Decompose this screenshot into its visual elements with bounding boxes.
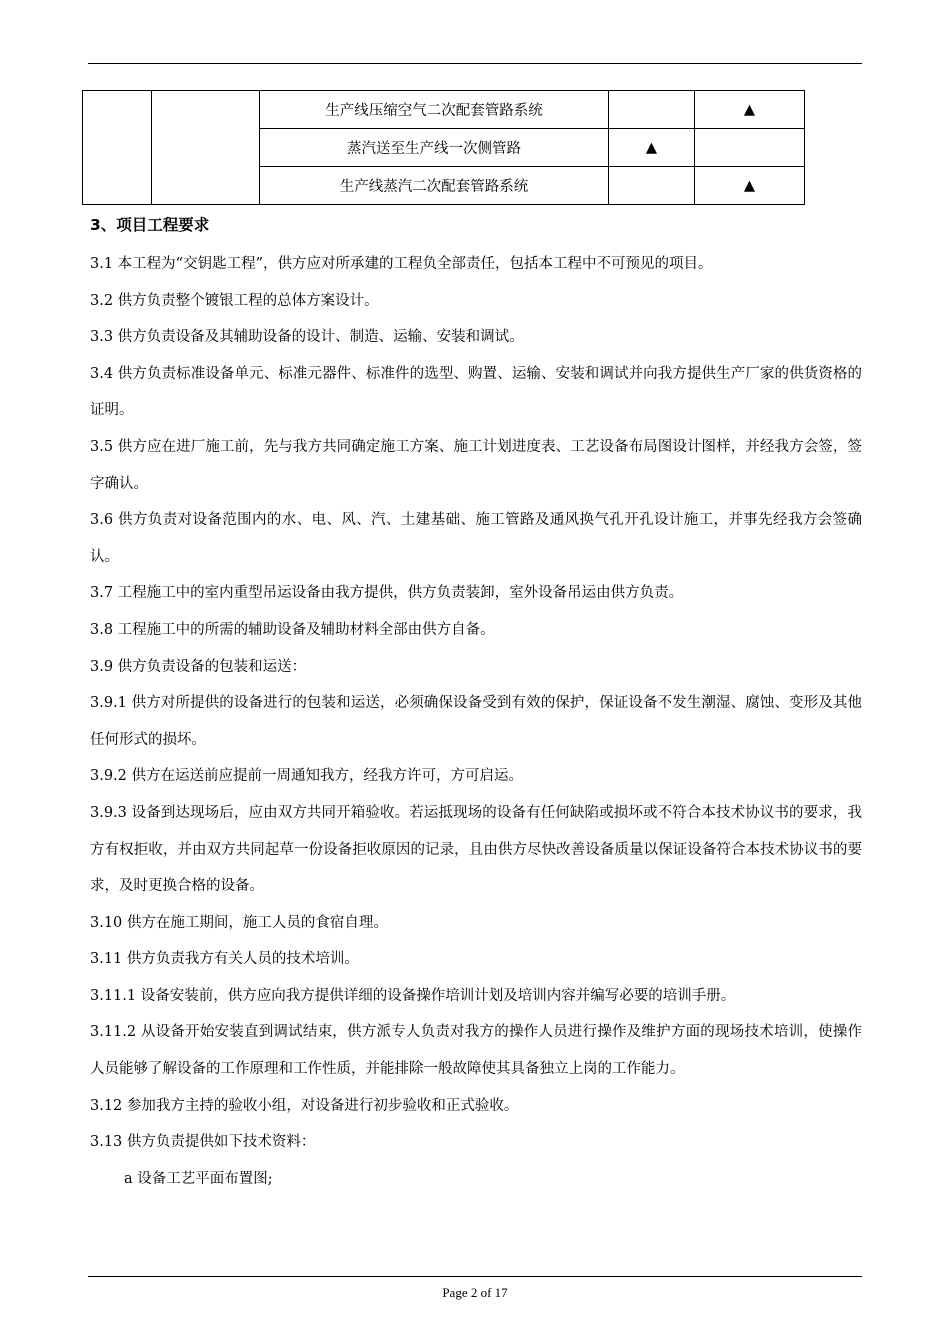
list-item-a: a 设备工艺平面布置图;: [124, 1170, 273, 1187]
table-row: [83, 91, 805, 129]
requirements-body: [90, 246, 862, 1197]
clause-3-11: 3.11 供方负责我方有关人员的技术培训。: [90, 951, 359, 968]
footer-rule: [88, 1276, 862, 1277]
table-item-cell: 生产线蒸汽二次配套管路系统: [260, 167, 609, 205]
table-item-cell: 蒸汽送至生产线一次侧管路: [260, 129, 609, 167]
clause-3-5: 3.5 供方应在进厂施工前，先与我方共同确定施工方案、施工计划进度表、工艺设备布局图设计图样，并经我方会签，签字确认。: [90, 438, 862, 492]
scope-mark-a: [609, 167, 695, 205]
header-rule: [88, 63, 862, 64]
section-heading: 3、项目工程要求: [90, 216, 210, 234]
clause-3-7: 3.7 工程施工中的室内重型吊运设备由我方提供，供方负责装卸，室外设备吊运由供方负责。: [90, 585, 684, 602]
clause-3-3: 3.3 供方负责设备及其辅助设备的设计、制造、运输、安装和调试。: [90, 329, 524, 346]
clause-3-9-1: 3.9.1 供方对所提供的设备进行的包装和运送，必须确保设备受到有效的保护，保证设备不发生潮湿、腐蚀、变形及其他任何形式的损坏。: [90, 695, 862, 748]
clause-3-9-2: 3.9.2 供方在运送前应提前一周通知我方，经我方许可，方可启运。: [90, 768, 524, 785]
scope-mark-b: [695, 129, 805, 167]
clause-3-11-2: 3.11.2 从设备开始安装直到调试结束，供方派专人负责对我方的操作人员进行操作及维护方面的现场技术培训，使操作人员能够了解设备的工作原理和工作性质，并能排除一般故障使其具备独立上岗的工作能力。: [90, 1024, 862, 1078]
clause-3-9: 3.9 供方负责设备的包装和运送：: [90, 658, 307, 675]
table-item-cell: 生产线压缩空气二次配套管路系统: [260, 91, 609, 129]
clause-3-1: 3.1 本工程为“交钥匙工程”，供方应对所承建的工程负全部责任，包括本工程中不可预见的项目。: [90, 256, 713, 272]
clause-3-9-3: 3.9.3 设备到达现场后，应由双方共同开箱验收。若运抵现场的设备有任何缺陷或损坏或不符合本技术协议书的要求，我方有权拒收，并由双方共同起草一份设备拒收原因的记录，且由供方尽快改善设备质量以保证设备符合本技术协议书的要求，及时更换合格的设备。: [90, 804, 862, 895]
clause-3-2: 3.2 供方负责整个镀银工程的总体方案设计。: [90, 292, 379, 309]
clause-3-11-1: 3.11.1 设备安装前，供方应向我方提供详细的设备操作培训计划及培训内容并编写必要的培训手册。: [90, 987, 736, 1004]
equipment-scope-table: [82, 90, 805, 205]
scope-mark-a: ▲: [609, 129, 695, 167]
clause-3-13: 3.13 供方负责提供如下技术资料：: [90, 1134, 316, 1151]
page-number: Page 2 of 17: [442, 1285, 508, 1300]
clause-3-6: 3.6 供方负责对设备范围内的水、电、风、汽、土建基础、施工管路及通风换气孔开孔设计施工，并事先经我方会签确认。: [90, 512, 862, 565]
scope-mark-b: ▲: [695, 91, 805, 129]
clause-3-12: 3.12 参加我方主持的验收小组，对设备进行初步验收和正式验收。: [90, 1097, 519, 1114]
clause-3-10: 3.10 供方在施工期间，施工人员的食宿自理。: [90, 914, 388, 931]
scope-mark-b: ▲: [695, 167, 805, 205]
merged-subcategory-cell: [152, 91, 260, 205]
clause-3-8: 3.8 工程施工中的所需的辅助设备及辅助材料全部由供方自备。: [90, 621, 495, 638]
merged-category-cell: [83, 91, 152, 205]
clause-3-4: 3.4 供方负责标准设备单元、标准元器件、标准件的选型、购置、运输、安装和调试并向我方提供生产厂家的供货资格的证明。: [90, 365, 862, 419]
scope-mark-a: [609, 91, 695, 129]
